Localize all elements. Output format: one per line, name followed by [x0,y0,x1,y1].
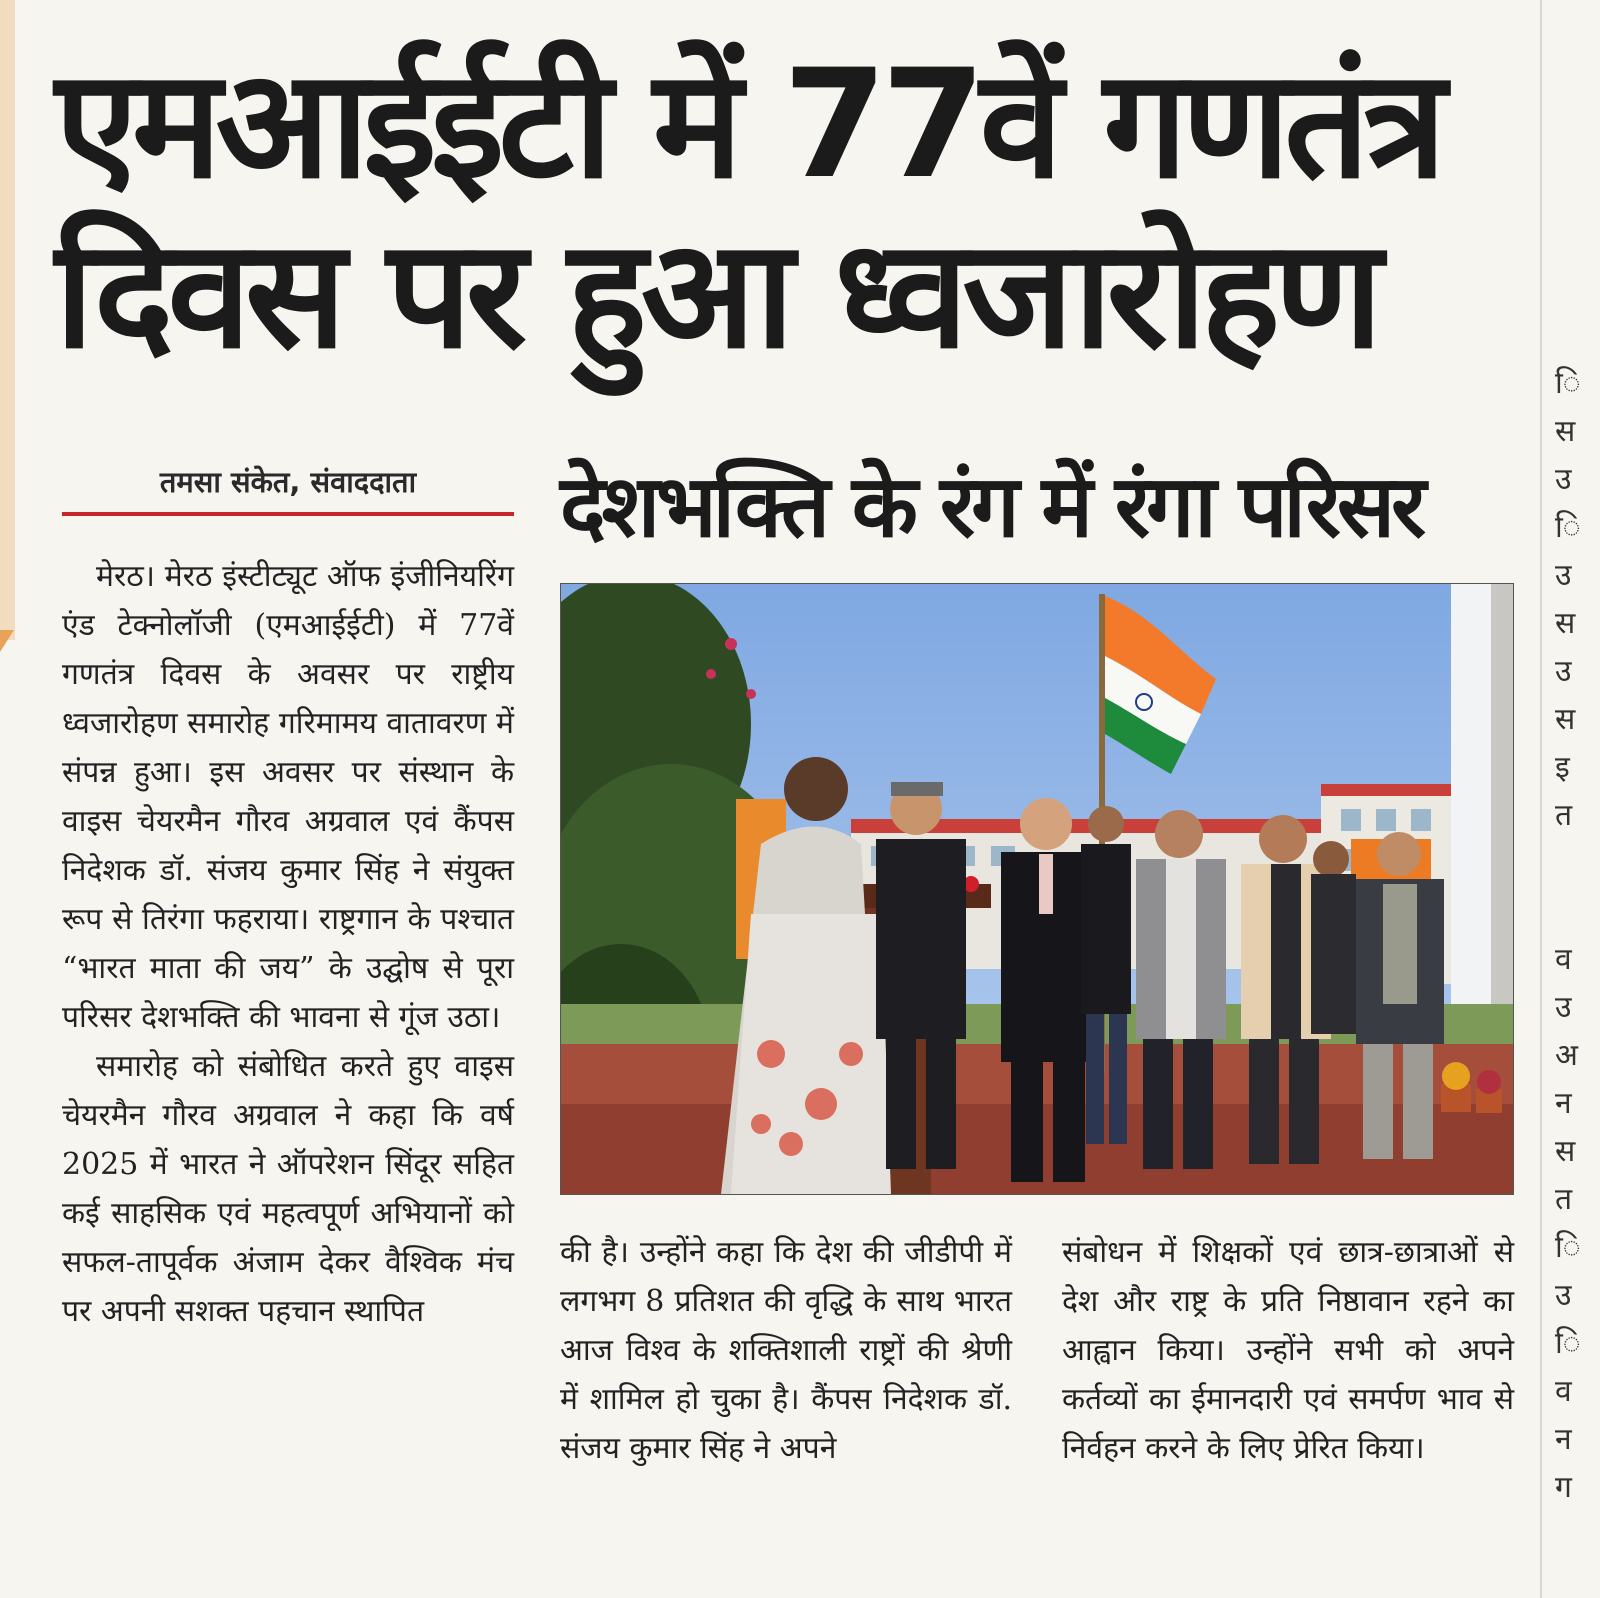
headline [55,40,1525,380]
article-column-right [1062,1228,1514,1473]
fragment-line [1555,840,1600,888]
adjacent-article-fragment [1555,360,1600,1560]
fragment-line: स [1555,702,1576,737]
fragment-line: ि [1555,1326,1581,1361]
fragment-line: इ [1555,750,1570,785]
fragment-line: ग [1555,1470,1572,1505]
subheadline: देशभक्ति के रंग में रंगा परिसर [560,457,1423,557]
fragment-line: न [1555,1086,1572,1121]
fragment-line: त [1555,1182,1573,1217]
fragment-line: उ [1555,990,1572,1025]
left-margin-notch [0,630,14,652]
fragment-line: उ [1555,462,1572,497]
fragment-line: न [1555,1422,1572,1457]
fragment-line: ि [1555,510,1581,545]
fragment-line: उ [1555,1278,1572,1313]
column-divider [1540,0,1542,1598]
fragment-line: ि [1555,366,1581,401]
fragment-line: त [1555,798,1573,833]
left-margin-strip [0,0,15,640]
flag-hoisting-photo-illustration [561,584,1513,1194]
fragment-line: स [1555,414,1576,449]
fragment-line: उ [1555,654,1572,689]
byline: तमसा संकेत, संवाददाता [159,465,417,499]
fragment-line: उ [1555,558,1572,593]
paragraph-2-part-2: की है। उन्होंने कहा कि देश की जीडीपी में लगभग 8 प्रतिशत की वृद्धि के साथ भारत आज विश्व के शक्तिशाली राष्ट्रों की श्रेणी में शामिल हो चुका है। कैंपस निदेशक डॉ. संजय कुमार सिंह ने अपने [560,1235,1012,1466]
fragment-line: अ [1555,1038,1578,1073]
paragraph-2-part-3: संबोधन में शिक्षकों एवं छात्र-छात्राओं से देश और राष्ट्र के प्रति निष्ठावान रहने का आह्वान किया। उन्होंने सभी को अपने कर्तव्यों का ईमानदारी एवं समर्पण भाव से निर्वहन करने के लिए प्रेरित किया। [1062,1235,1514,1466]
paragraph-2-part-1: समारोह को संबोधित करते हुए वाइस चेयरमैन गौरव अग्रवाल ने कहा कि वर्ष 2025 में भारत ने ऑपरेशन सिंदूर सहित कई साहसिक एवं महत्वपूर्ण अभियानों को सफल-तापूर्वक अंजाम देकर वैश्विक मंच पर अपनी सशक्त पहचान स्थापित [62,1049,514,1329]
fragment-line: ि [1555,1230,1581,1265]
fragment-line: स [1555,1134,1576,1169]
headline-line-1: एमआईईटी में 77वें गणतंत्र [55,38,1441,212]
paragraph-1: मेरठ। मेरठ इंस्टीट्यूट ऑफ इंजीनियरिंग एंड टेक्नोलॉजी (एमआईईटी) में 77वें गणतंत्र दिवस के अवसर पर राष्ट्रीय ध्वजारोहण समारोह गरिमामय वातावरण में संपन्न हुआ। इस अवसर पर संस्थान के वाइस चेयरमैन गौरव अग्रवाल एवं कैंपस निदेशक डॉ. संजय कुमार सिंह ने संयुक्त रूप से तिरंगा फहराया। राष्ट्रगान के पश्चात “भारत माता की जय” के उद्घोष से पूरा परिसर देशभक्ति की भावना से गूंज उठा। [62,559,514,1035]
article-column-middle [560,1228,1012,1473]
ceremony-photo [560,583,1514,1195]
headline-line-2: दिवस पर हुआ ध्वजारोहण [55,208,1377,382]
fragment-line: व [1555,1374,1572,1409]
fragment-line [1555,888,1600,936]
byline-rule [62,512,514,516]
fragment-line: स [1555,606,1576,641]
fragment-line: व [1555,942,1572,977]
article-column-left [62,552,514,1336]
